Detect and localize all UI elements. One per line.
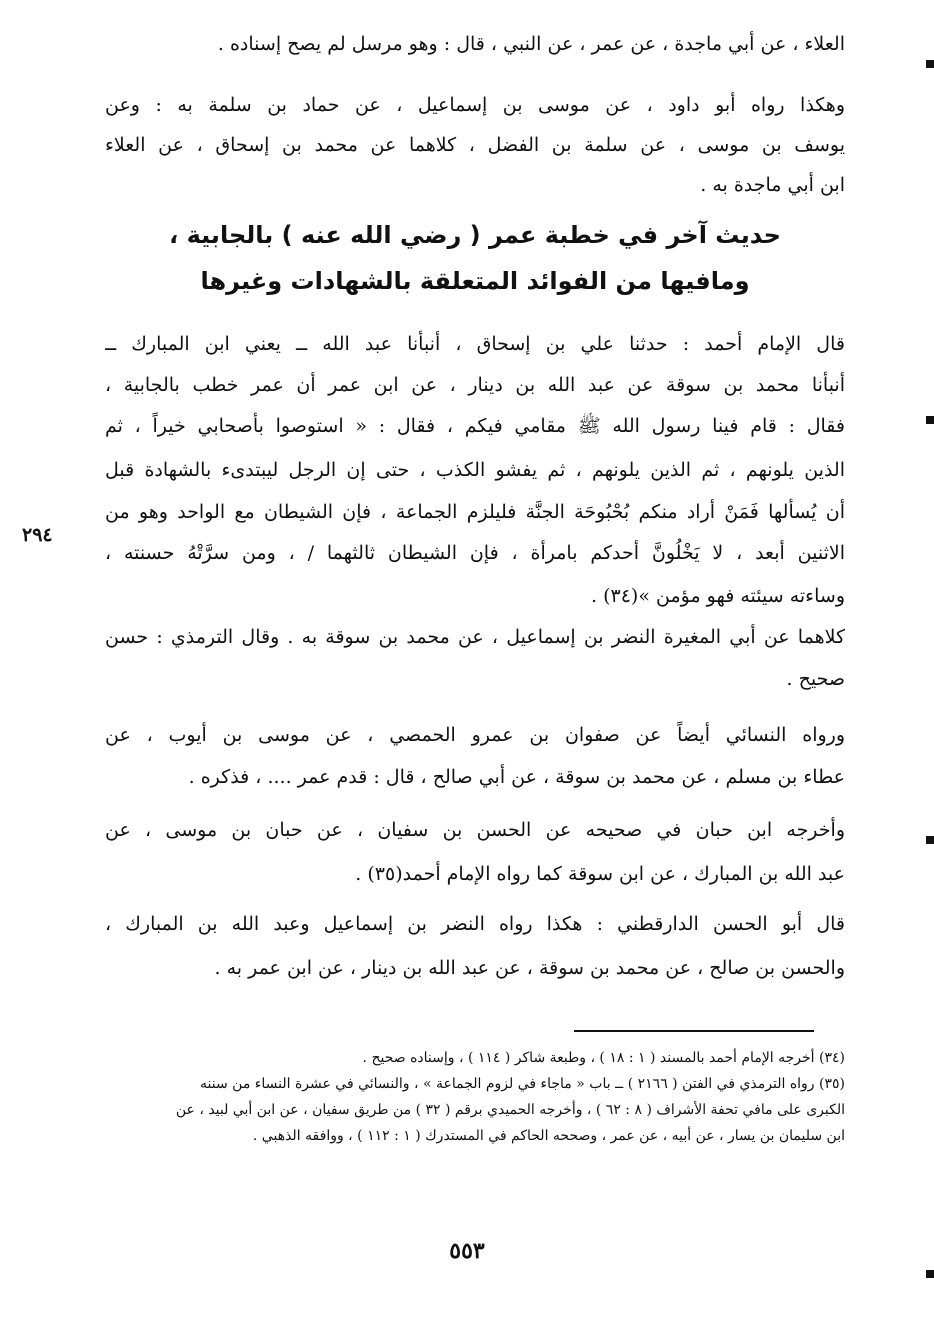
footnote-line: (٣٥) رواه الترمذي في الفتن ( ٢١٦٦ ) ــ باب « ماجاء في لزوم الجماعة » ، والنسائي في عشرة النساء من سننه <box>200 1076 845 1092</box>
heading-line-2: ومافيها من الفوائد المتعلقة بالشهادات وغيرها <box>200 267 750 295</box>
text-line: فقال : قام فينا رسول الله ﷺ مقامي فيكم ، فقال : « استوصوا بأصحابي خيراً ، ثم <box>105 415 845 437</box>
scan-edge-mark <box>926 416 934 424</box>
text-line: ورواه النسائي أيضاً عن صفوان بن عمرو الحمصي ، عن موسى بن أيوب ، عن <box>105 724 845 746</box>
scan-edge-mark <box>926 60 934 68</box>
text-line: صحيح . <box>786 668 845 690</box>
scan-edge-mark <box>926 1270 934 1278</box>
text-line: وأخرجه ابن حبان في صحيحه عن الحسن بن سفيان ، عن حبان بن موسى ، عن <box>105 819 845 841</box>
text-line: عبد الله بن المبارك ، عن ابن سوقة كما رواه الإمام أحمد(٣٥) . <box>355 863 845 885</box>
text-line: كلاهما عن أبي المغيرة النضر بن إسماعيل ، عن محمد بن سوقة به . وقال الترمذي : حسن <box>105 626 845 648</box>
paragraph-5 <box>105 714 845 798</box>
text-line: ابن أبي ماجدة به . <box>700 174 845 196</box>
text-line: وساءته سيئته فهو مؤمن »(٣٤) . <box>590 585 845 607</box>
paragraph-7 <box>105 902 845 990</box>
paragraph-2 <box>105 82 845 208</box>
paragraph-1 <box>105 30 845 58</box>
text-line: الاثنين أبعد ، لا يَخْلُونَّ أحدكم بامرأة ، فإن الشيطان ثالثهما / ، ومن سرَّتْهُ حسنته ، <box>105 542 845 564</box>
footnote-line: الكبرى على مافي تحفة الأشراف ( ٨ : ٦٢ ) ، وأخرجه الحميدي برقم ( ٣٢ ) من طريق سفيان ، عن ابن أبي لبيد ، عن <box>175 1102 845 1118</box>
footnote-line: ابن سليمان بن يسار ، عن أبيه ، عن عمر ، وصححه الحاكم في المستدرك ( ١ : ١١٢ ) ، ووافقه الذهبي . <box>252 1128 845 1144</box>
paragraph-3 <box>105 322 845 618</box>
text-line: قال أبو الحسن الدارقطني : هكذا رواه النضر بن إسماعيل وعبد الله بن المبارك ، <box>105 913 845 935</box>
page-number: ٥٥٣ <box>449 1238 485 1264</box>
text-line: والحسن بن صالح ، عن محمد بن سوقة ، عن عبد الله بن دينار ، عن ابن عمر به . <box>214 957 845 979</box>
text-line: عطاء بن مسلم ، عن محمد بن سوقة ، عن أبي صالح ، قال : قدم عمر .... ، فذكره . <box>188 766 845 788</box>
paragraph-4 <box>105 616 845 700</box>
footnote-divider <box>574 1030 814 1032</box>
footnote-line: (٣٤) أخرجه الإمام أحمد بالمسند ( ١ : ١٨ ) ، وطبعة شاكر ( ١١٤ ) ، وإسناده صحيح . <box>362 1050 845 1066</box>
paragraph-6 <box>105 808 845 896</box>
text-line: أنبأنا محمد بن سوقة عن عبد الله بن دينار ، عن ابن عمر أن عمر خطب بالجابية ، <box>105 374 845 396</box>
text-line: يوسف بن موسى ، عن سلمة بن الفضل ، كلاهما عن محمد بن إسحاق ، عن العلاء <box>105 134 845 156</box>
text-line: أن يُسألها فَمَنْ أراد منكم بُحْبُوحَة الجنَّة فليلزم الجماعة ، فإن الشيطان مع الواحد وهو من <box>105 501 845 523</box>
margin-page-reference: ٢٩٤ <box>22 524 53 546</box>
text-line: قال الإمام أحمد : حدثنا علي بن إسحاق ، أنبأنا عبد الله ــ يعني ابن المبارك ــ <box>105 333 845 355</box>
scan-edge-mark <box>926 836 934 844</box>
text-line: وهكذا رواه أبو داود ، عن موسى بن إسماعيل ، عن حماد بن سلمة به : وعن <box>105 94 845 116</box>
section-heading <box>105 218 845 298</box>
text-line: الذين يلونهم ، ثم الذين يلونهم ، ثم يفشو الكذب ، حتى إن الرجل ليبتدىء بالشهادة قبل <box>105 459 845 481</box>
text-line: العلاء ، عن أبي ماجدة ، عن عمر ، عن النبي ، قال : وهو مرسل لم يصح إسناده . <box>217 33 845 55</box>
heading-line-1: حديث آخر في خطبة عمر ( رضي الله عنه ) بالجابية ، <box>169 221 781 249</box>
footnotes <box>105 1045 845 1149</box>
